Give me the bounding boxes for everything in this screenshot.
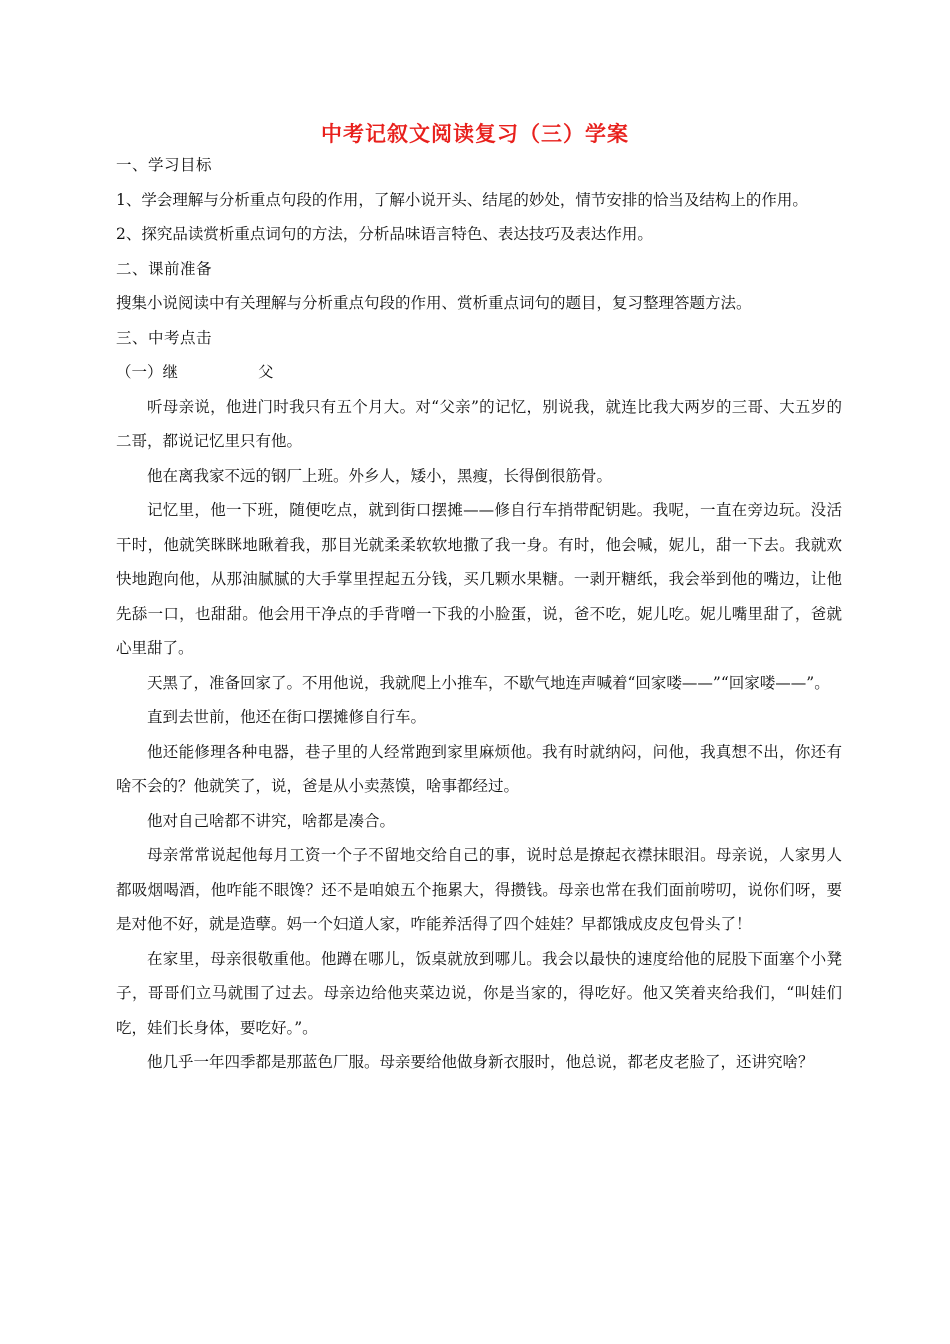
section-heading-exam-focus: 三、中考点击 bbox=[116, 328, 213, 347]
section-heading-preparation: 二、课前准备 bbox=[116, 259, 213, 278]
passage-title-part-2: 父 bbox=[258, 363, 274, 381]
passage-paragraph: 在家里，母亲很敬重他。他蹲在哪儿，饭桌就放到哪儿。我会以最快的速度给他的屁股下面塞个小凳子，哥哥们立马就围了过去。母亲边给他夹菜边说，你是当家的，得吃好。他又笑着夹给我们，“叫娃们吃，娃们长身体，要吃好。”。 bbox=[116, 949, 842, 1037]
document-body bbox=[116, 148, 842, 1080]
preparation-text: 搜集小说阅读中有关理解与分析重点句段的作用、赏析重点词句的题目，复习整理答题方法。 bbox=[116, 294, 752, 312]
learning-goal-item: 2、探究品读赏析重点词句的方法，分析品味语言特色、表达技巧及表达作用。 bbox=[116, 225, 653, 243]
learning-goal-item: 1、学会理解与分析重点句段的作用，了解小说开头、结尾的妙处，情节安排的恰当及结构上的作用。 bbox=[116, 190, 808, 209]
passage-paragraph: 他在离我家不远的钢厂上班。外乡人，矮小，黑瘦，长得倒很筋骨。 bbox=[147, 466, 613, 485]
passage-paragraph: 他几乎一年四季都是那蓝色厂服。母亲要给他做身新衣服时，他总说，都老皮老脸了，还讲究啥？ bbox=[147, 1053, 814, 1071]
passage-title bbox=[116, 355, 842, 390]
passage-paragraph: 听母亲说，他进门时我只有五个月大。对“父亲”的记忆，别说我，就连比我大两岁的三哥、大五岁的二哥，都说记忆里只有他。 bbox=[116, 397, 842, 450]
passage-paragraph: 母亲常常说起他每月工资一个子不留地交给自己的事，说时总是撩起衣襟抹眼泪。母亲说，人家男人都吸烟喝酒，他咋能不眼馋？还不是咱娘五个拖累大，得攒钱。母亲也常在我们面前唠叨，说你们呀，要是对他不好，就是造孽。妈一个妇道人家，咋能养活得了四个娃娃？早都饿成皮皮包骨头了！ bbox=[116, 846, 842, 933]
passage-paragraph: 天黑了，准备回家了。不用他说，我就爬上小推车，不歇气地连声喊着“回家喽——”“回家喽——”。 bbox=[147, 673, 830, 692]
document-title: 中考记叙文阅读复习（三）学案 bbox=[321, 122, 629, 146]
passage-paragraph: 他还能修理各种电器，巷子里的人经常跑到家里麻烦他。我有时就纳闷，问他，我真想不出，你还有啥不会的？他就笑了，说，爸是从小卖蒸馍，啥事都经过。 bbox=[116, 742, 842, 795]
section-heading-learning-goals: 一、学习目标 bbox=[116, 156, 213, 174]
passage-paragraph: 直到去世前，他还在街口摆摊修自行车。 bbox=[147, 708, 427, 726]
passage-paragraph: 记忆里，他一下班，随便吃点，就到街口摆摊——修自行车捎带配钥匙。我呢，一直在旁边玩。没活干时，他就笑眯眯地瞅着我，那目光就柔柔软软地撒了我一身。有时，他会喊，妮儿，甜一下去。我就欢快地跑向他，从那油腻腻的大手掌里捏起五分钱，买几颗水果糖。一剥开糖纸，我会举到他的嘴边，让他先舔一口，也甜甜。他会用干净点的手背噌一下我的小脸蛋，说，爸不吃，妮儿吃。妮儿嘴里甜了，爸就心里甜了。 bbox=[116, 501, 842, 657]
passage-title-part-1: （一）继 bbox=[116, 363, 179, 381]
passage-paragraph: 他对自己啥都不讲究，啥都是凑合。 bbox=[147, 811, 396, 830]
